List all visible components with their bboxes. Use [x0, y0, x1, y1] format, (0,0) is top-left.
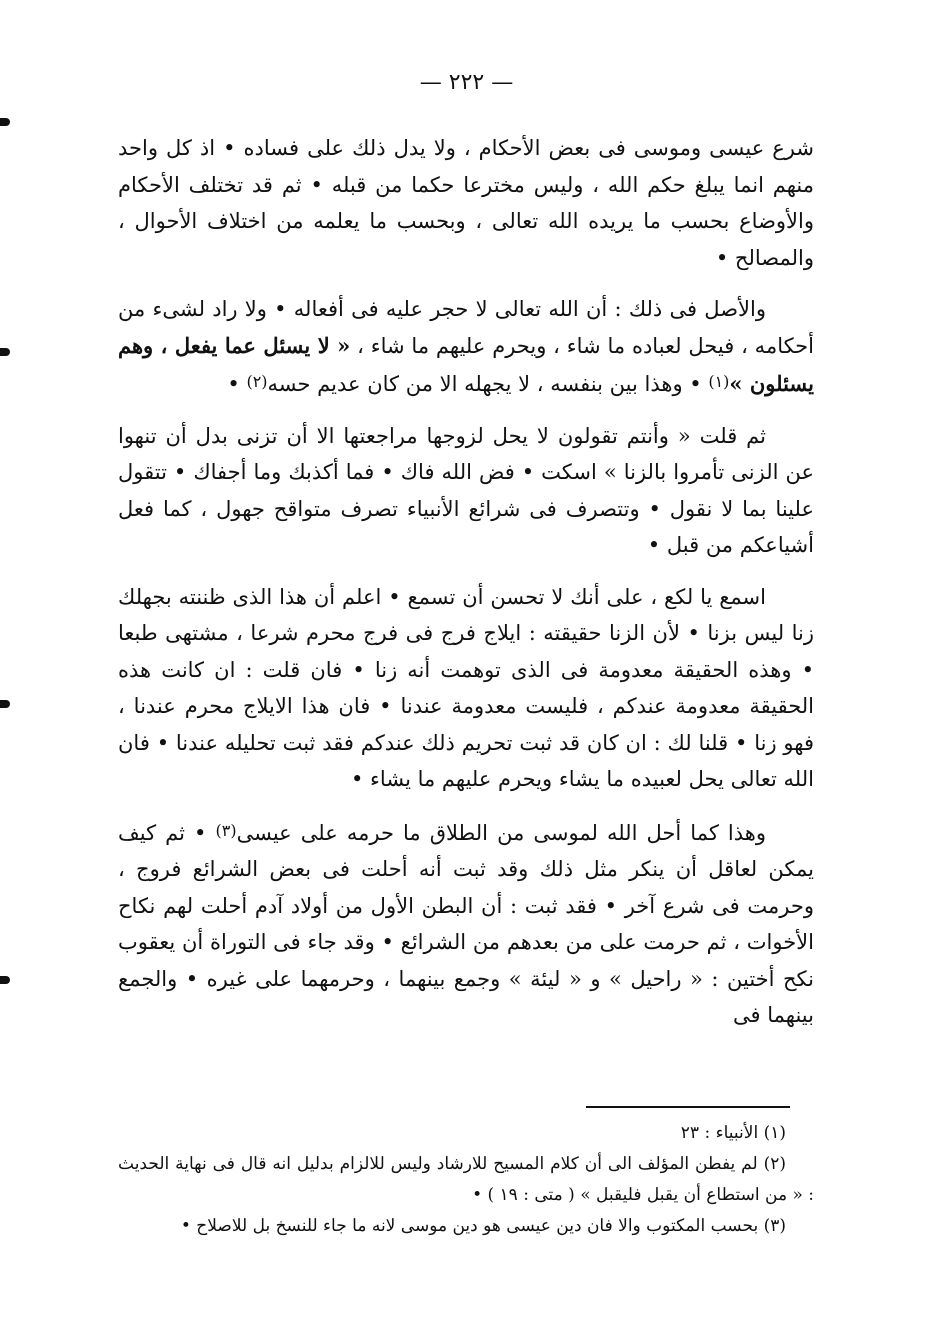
footnote-ref: (٣): [215, 820, 237, 840]
footnote: (١) الأنبياء : ٢٣: [680, 1123, 786, 1143]
scan-margin-mark: [0, 976, 10, 984]
paragraph: [118, 291, 814, 403]
footnotes: [118, 1118, 814, 1242]
footnote-ref: (٢): [246, 372, 268, 391]
paragraph-text: • ثم كيف يمكن لعاقل أن ينكر مثل ذلك وقد ثبت أنه أحلت فى بعض الشرائع فروج ، وحرمت فى شرع آخر • فقد ثبت : أن البطن الأول من أولاد آدم أحلت لهم نكاح الأخوات ، ثم حرمت على من بعدهم من الشرائع • وقد جاء فى التوراة أن يعقوب نكح أختين : « راحيل » و « ليئة » وجمع بينهما ، وحرمهما على غيره • والجمع بينهما فى: [118, 820, 814, 1027]
paragraph: [118, 813, 814, 1034]
page-number: — ٢٢٢ —: [419, 70, 514, 95]
body-text: [118, 130, 814, 1049]
paragraph: اسمع يا لكع ، على أنك لا تحسن أن تسمع • اعلم أن هذا الذى ظننته بجهلك زنا ليس بزنا • لأن الزنا حقيقته : ايلاج فرج فى فرج محرم شرعا ، مشتهى طبعا • وهذه الحقيقة معدومة فى الذى توهمت أنه زنا • فان قلت : ان كانت هذه الحقيقة معدومة عندكم ، فليست معدومة عندنا • فان هذا الايلاج محرم عندنا ، فهو زنا • قلنا لك : ان كان قد ثبت تحريم ذلك عندكم فقد ثبت تحليله عندنا • فان الله تعالى يحل لعبيده ما يشاء ويحرم عليهم ما يشاء •: [118, 584, 814, 791]
paragraph: شرع عيسى وموسى فى بعض الأحكام ، ولا يدل ذلك على فساده • اذ كل واحد منهم انما يبلغ حكم الله ، وليس مخترعا حكما من قبله • ثم قد تختلف الأحكام والأوضاع بحسب ما يريده الله تعالى ، وبحسب ما يعلمه من اختلاف الأحوال ، والمصالح •: [118, 136, 814, 270]
paragraph: ثم قلت « وأنتم تقولون لا يحل لزوجها مراجعتها الا أن تزنى بدل أن تنهوا عن الزنى تأمروا بالزنا » اسكت • فض الله فاك • فما أكذبك وما أجفاك • تتقول علينا بما لا نقول • وتتصرف فى شرائع الأنبياء تصرف متواقح جهول ، كما فعل أشياعكم من قبل •: [118, 423, 814, 557]
quran-quote: « لا يسئل عما يفعل ، وهم يسئلون »: [118, 332, 814, 396]
scan-margin-mark: [0, 118, 10, 126]
paragraph-text: • وهذا بين بنفسه ، لا يجهله الا من كان عديم حسه: [267, 372, 702, 396]
scan-margin-mark: [0, 700, 10, 708]
paragraph-text: •: [227, 372, 240, 396]
footnote: (٣) بحسب المكتوب والا فان دين عيسى هو دين موسى لانه ما جاء للنسخ بل للاصلاح •: [180, 1216, 786, 1236]
footnote: (٢) لم يفطن المؤلف الى أن كلام المسيح للارشاد وليس للالزام بدليل انه قال فى نهاية الحديث : « من استطاع أن يقبل فليقبل » ( متى : ١٩ ) •: [118, 1154, 814, 1205]
footnote-ref: (١): [708, 372, 730, 391]
paragraph-text: وهذا كما أحل الله لموسى من الطلاق ما حرمه على عيسى: [236, 820, 766, 845]
scan-margin-mark: [0, 348, 10, 356]
paragraph-text: والأصل فى ذلك : أن الله تعالى لا حجر عليه فى أفعاله • ولا راد لشىء من أحكامه ، فيحل لعباده ما شاء ، ويحرم عليهم ما شاء ،: [118, 297, 814, 358]
footnote-divider: [586, 1106, 790, 1108]
